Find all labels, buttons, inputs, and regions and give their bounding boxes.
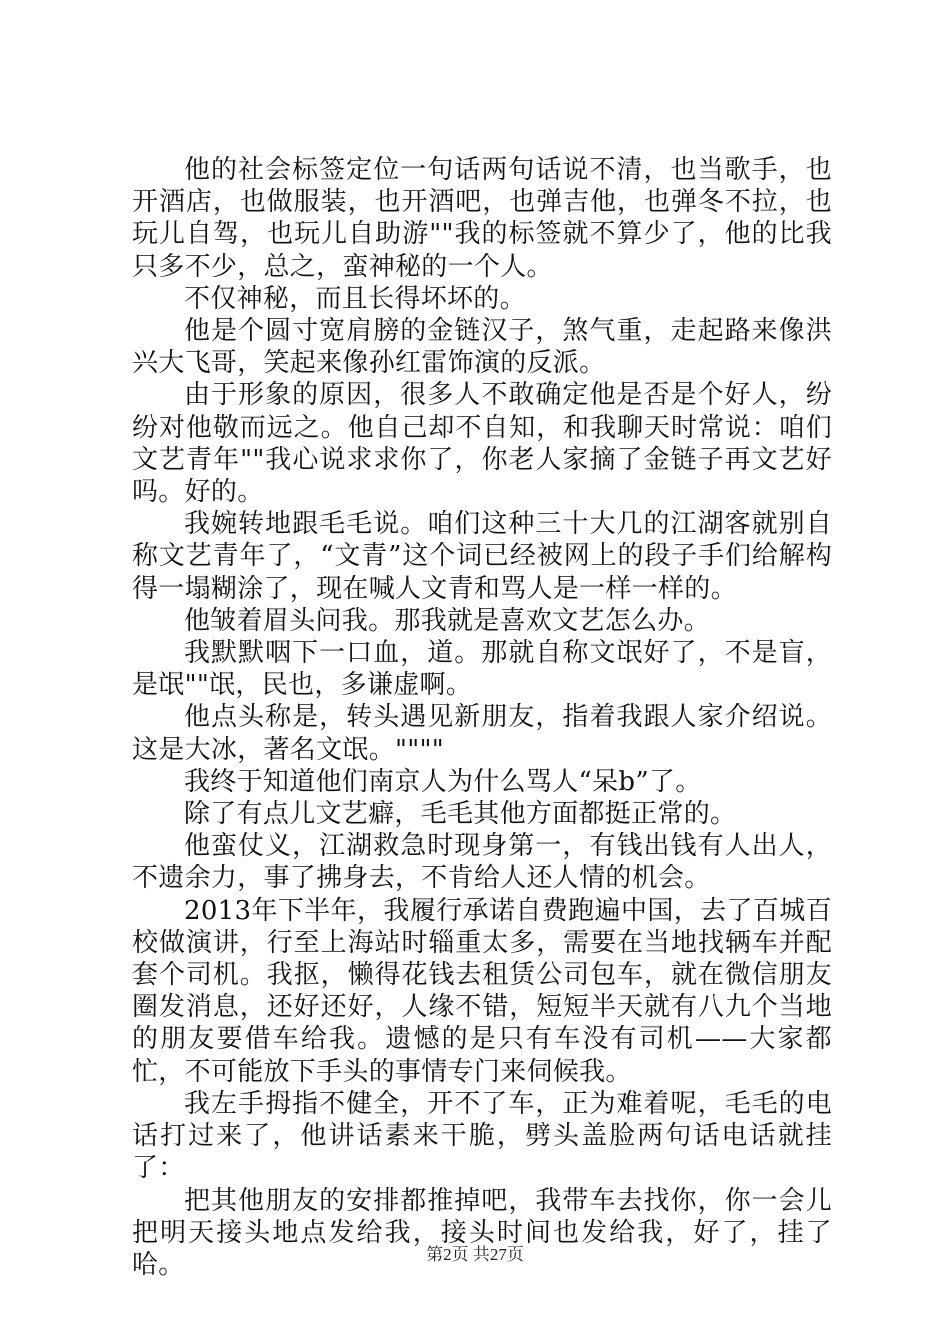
paragraph: 我左手拇指不健全，开不了车，正为难着呢，毛毛的电话打过来了，他讲话素来干脆，劈头盖脸两句话电话就挂了：: [132, 1088, 832, 1184]
paragraph: 他皱着眉头问我。那我就是喜欢文艺怎么办。: [184, 605, 711, 636]
page-number-footer: 第2页 共27页: [426, 1245, 524, 1264]
paragraph: 不仅神秘，而且长得坏坏的。: [184, 283, 526, 314]
paragraph: 他点头称是，转头遇见新朋友，指着我跟人家介绍说。这是大冰，著名文氓。"""": [132, 702, 832, 765]
paragraph: 我默默咽下一口血，道。那就自称文氓好了，不是盲，是氓""氓，民也，多谦虚啊。: [132, 638, 832, 701]
paragraph: 我婉转地跟毛毛说。咱们这种三十大几的江湖客就别自称文艺青年了，“文青”这个词已经被网上的段子手们给解构得一塌糊涂了，现在喊人文青和骂人是一样一样的。: [132, 509, 832, 604]
paragraph: 2013年下半年，我履行承诺自费跑遍中国，去了百城百校做演讲，行至上海站时辎重太多，需要在当地找辆车并配套个司机。我抠，懒得花钱去租赁公司包车，就在微信朋友圈发消息，还好还好，人缘不错，短短半天就有八九个当地的朋友要借车给我。遗憾的是只有车没有司机——大家都忙，不可能放下手头的事情专门来伺候我。: [132, 895, 832, 1087]
paragraph: 他蛮仗义，江湖救急时现身第一，有钱出钱有人出人，不遗余力，事了拂身去，不肯给人还人情的机会。: [132, 831, 832, 894]
paragraph: 我终于知道他们南京人为什么骂人“呆b”了。: [184, 766, 702, 797]
paragraph: 除了有点儿文艺癖，毛毛其他方面都挺正常的。: [184, 799, 737, 830]
paragraph: 他是个圆寸宽肩膀的金链汉子，煞气重，走起路来像洪兴大飞哥，笑起来像孙红雷饰演的反派。: [132, 316, 832, 379]
paragraph: 由于形象的原因，很多人不敢确定他是否是个好人，纷纷对他敬而远之。他自己却不自知，和我聊天时常说：咱们文艺青年""我心说求求你了，你老人家摘了金链子再文艺好吗。好的。: [132, 380, 832, 508]
paragraph: 他的社会标签定位一句话两句话说不清，也当歌手，也开酒店，也做服装，也开酒吧，也弹吉他，也弹冬不拉，也玩儿自驾，也玩儿自助游""我的标签就不算少了，他的比我只多不少，总之，蛮神秘的一个人。: [132, 155, 832, 282]
body-text: [132, 154, 832, 1281]
paragraph: 把其他朋友的安排都推掉吧，我带车去找你，你一会儿把明天接头地点发给我，接头时间也发给我，好了，挂了哈。: [132, 1185, 832, 1280]
